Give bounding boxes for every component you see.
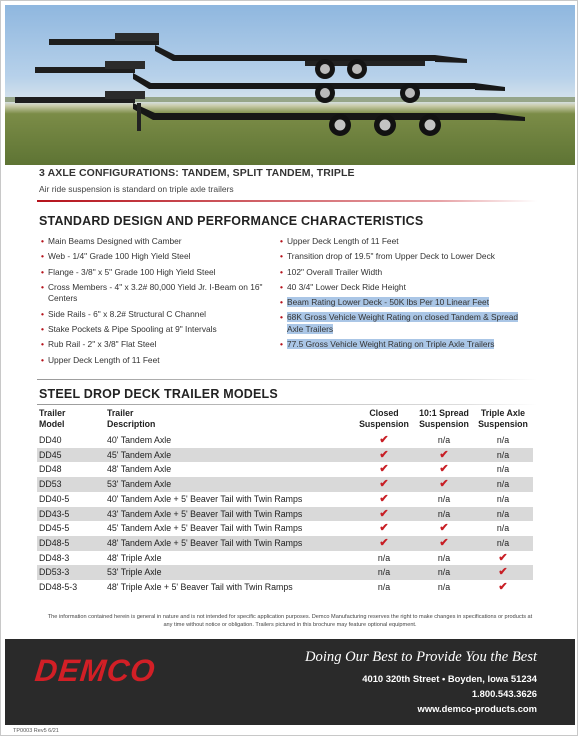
demco-logo: DEMCO [33,653,158,688]
address: 4010 320th Street • Boyden, Iowa 51234 [362,673,537,684]
models-title: STEEL DROP DECK TRAILER MODELS [39,387,278,401]
check-icon: ✔ [379,536,389,549]
cell-closed-suspension: n/a [353,565,415,580]
cell-model: DD40-5 [39,493,70,504]
check-icon: ✔ [379,522,389,535]
cell-description: 48' Tandem Axle + 5' Beaver Tail with Twin Ramps [105,536,353,551]
table-row [37,580,533,595]
cell-closed-suspension [353,462,415,477]
feature-item: • Rub Rail - 2" x 3/8" Flat Steel [41,339,271,351]
cell-triple-suspension: n/a [496,435,510,445]
feature-item: • Transition drop of 19.5" from Upper Deck to Lower Deck [280,251,528,263]
check-icon: ✔ [439,478,449,491]
cell-model: DD48-5 [37,536,105,551]
check-icon: ✔ [439,463,449,476]
cell-triple-suspension [473,580,533,595]
trailer-photo [5,5,575,165]
cell-spread-suspension [415,521,473,536]
check-icon: ✔ [379,478,389,491]
feature-item: • Web - 1/4" Grade 100 High Yield Steel [41,251,271,263]
feature-item: • Flange - 3/8" x 5" Grade 100 High Yield Steel [41,267,271,279]
feature-item-highlighted[interactable]: • Beam Rating Lower Deck - 50K lbs Per 10 Linear Feet [280,297,528,309]
cell-description: 45' Tandem Axle [105,448,353,463]
cell-description: 48' Triple Axle [107,552,162,563]
check-icon: ✔ [379,434,389,446]
trailers-illustration [5,5,575,165]
col-header-closed: Closed Suspension [359,408,409,429]
cell-description: 53' Triple Axle [105,565,353,580]
configurations-subtitle: Air ride suspension is standard on triple axle trailers [39,184,234,194]
cell-model: DD45-5 [39,523,70,534]
cell-triple-suspension [473,565,533,580]
feature-item-highlighted[interactable]: • 77.5 Gross Vehicle Weight Rating on Triple Axle Trailers [280,339,528,351]
configurations-title: 3 AXLE CONFIGURATIONS: TANDEM, SPLIT TANDEM, TRIPLE [39,167,355,179]
col-header-triple: Triple Axle Suspension [478,408,528,429]
cell-model: DD48-5-3 [39,582,78,593]
cell-triple-suspension: n/a [473,477,533,492]
feature-item: • Upper Deck Length of 11 Feet [41,355,271,367]
cell-closed-suspension [353,433,415,448]
feature-item: • Stake Pockets & Pipe Spooling at 9" Intervals [41,324,271,336]
cell-closed-suspension [353,507,415,522]
cell-model: DD53-3 [37,565,105,580]
section-divider [37,404,537,405]
cell-closed-suspension [353,448,415,463]
cell-triple-suspension: n/a [473,507,533,522]
cell-description: 53' Tandem Axle [105,477,353,492]
cell-description: 48' Triple Axle + 5' Beaver Tail with Twin Ramps [107,582,293,593]
cell-model: DD45 [37,448,105,463]
cell-spread-suspension [415,448,473,463]
check-icon: ✔ [379,463,389,476]
table-row [37,448,533,463]
table-row [37,536,533,551]
feature-item: • Cross Members - 4" x 3.2# 80,000 Yield Jr. I-Beam on 16" Centers [41,282,271,305]
cell-triple-suspension: n/a [496,523,510,534]
check-icon: ✔ [379,448,389,461]
col-header-model: Trailer Model [39,408,66,429]
features-list-left [41,236,271,370]
cell-description: 48' Tandem Axle [107,464,172,475]
section-divider [37,379,537,380]
cell-model: DD43-5 [37,507,105,522]
cell-closed-suspension [353,492,415,507]
phone: 1.800.543.3626 [471,688,537,699]
cell-spread-suspension [415,462,473,477]
table-row [37,492,533,507]
check-icon: ✔ [439,522,449,535]
cell-closed-suspension [353,536,415,551]
features-list-right [280,236,528,355]
cell-triple-suspension: n/a [496,464,510,475]
footer [5,639,575,725]
cell-spread-suspension [415,536,473,551]
check-icon: ✔ [379,492,389,505]
check-icon: ✔ [439,448,449,461]
feature-item: • Upper Deck Length of 11 Feet [280,236,528,248]
cell-description: 40' Tandem Axle [107,435,172,445]
cell-spread-suspension: n/a [415,507,473,522]
cell-triple-suspension: n/a [473,448,533,463]
feature-item-highlighted[interactable]: • 68K Gross Vehicle Weight Rating on closed Tandem & Spread Axle Trailers [280,312,528,335]
check-icon: ✔ [498,581,508,594]
cell-spread-suspension: n/a [437,493,451,504]
cell-closed-suspension [353,521,415,536]
cell-description: 45' Tandem Axle + 5' Beaver Tail with Twin Ramps [107,523,303,534]
document-number: TP0003 Rev5 6/21 [13,728,59,734]
cell-closed-suspension: n/a [377,582,391,593]
col-header-spread: 10:1 Spread Suspension [419,408,469,429]
table-row [37,565,533,580]
cell-model: DD48 [39,464,62,475]
table-row [37,551,533,566]
check-icon: ✔ [439,536,449,549]
cell-closed-suspension: n/a [377,552,391,563]
standard-design-title: STANDARD DESIGN AND PERFORMANCE CHARACTERISTICS [39,214,424,228]
feature-item: • Main Beams Designed with Camber [41,236,271,248]
cell-spread-suspension: n/a [437,435,451,445]
feature-item: • 102" Overall Trailer Width [280,267,528,279]
check-icon: ✔ [379,507,389,520]
cell-spread-suspension: n/a [437,552,451,563]
cell-spread-suspension [415,477,473,492]
cell-closed-suspension [353,477,415,492]
table-row [37,477,533,492]
tagline: Doing Our Best to Provide You the Best [305,649,537,665]
table-row [37,462,533,477]
table-row [37,433,533,448]
table-row [37,521,533,536]
check-icon: ✔ [498,551,508,564]
models-table [37,408,533,595]
website-link[interactable]: www.demco-products.com [417,703,537,714]
table-row [37,507,533,522]
feature-item: • Side Rails - 6" x 8.2# Structural C Channel [41,309,271,321]
cell-spread-suspension: n/a [415,565,473,580]
cell-spread-suspension: n/a [437,582,451,593]
disclaimer: The information contained herein is general in nature and is not intended for specific application purposes. Demco Manufacturing reserves the right to make changes in specifications or products at any time without notice or obligation. Trailers pictured in this brochure may feature optional equipment. [47,614,533,628]
cell-model: DD48-3 [39,552,70,563]
cell-model: DD53 [37,477,105,492]
table-header-row [37,408,533,433]
col-header-description: Trailer Description [107,408,156,429]
cell-triple-suspension [473,551,533,566]
cell-triple-suspension: n/a [473,536,533,551]
feature-item: • 40 3/4" Lower Deck Ride Height [280,282,528,294]
cell-description: 43' Tandem Axle + 5' Beaver Tail with Twin Ramps [105,507,353,522]
section-divider [37,200,537,202]
cell-triple-suspension: n/a [496,493,510,504]
models-table-body [37,433,533,595]
cell-description: 40' Tandem Axle + 5' Beaver Tail with Twin Ramps [107,493,303,504]
check-icon: ✔ [498,566,508,579]
cell-model: DD40 [39,435,62,445]
